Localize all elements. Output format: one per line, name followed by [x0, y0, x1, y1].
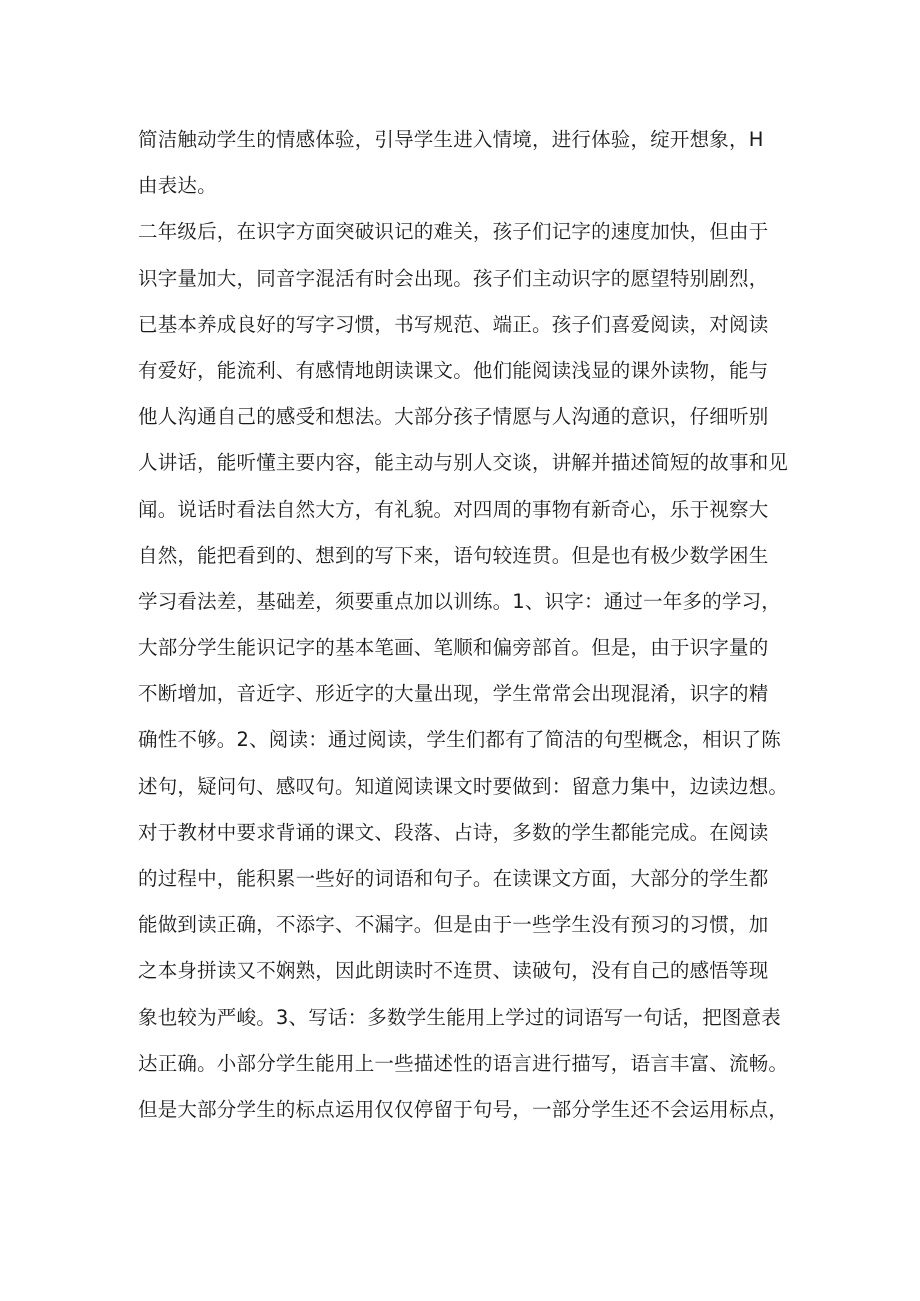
text-line: 人讲话，能听懂主要内容，能主动与别人交谈，讲解并描述简短的故事和见 [138, 451, 789, 475]
text-line: 自然，能把看到的、想到的写下来，语句较连贯。但是也有极少数学困生 [138, 543, 769, 567]
text-line: 有爱好，能流利、有感情地朗读课文。他们能阅读浅显的课外读物，能与 [138, 358, 769, 382]
text-line: 达正确。小部分学生能用上一些描述性的语言进行描写，语言丰富、流畅。 [138, 1051, 789, 1075]
text-line: 二年级后，在识字方面突破识记的难关，孩子们记字的速度加快，但由于 [138, 220, 769, 244]
text-line: 识字量加大，同音字混活有时会出现。孩子们主动识字的愿望特别剧烈， [138, 266, 769, 290]
text-line: 确性不够。2、阅读：通过阅读，学生们都有了简洁的句型概念，相识了陈 [138, 728, 782, 752]
text-line: 不断增加，音近字、形近字的大量出现，学生常常会出现混淆，识字的精 [138, 682, 769, 706]
text-line: 但是大部分学生的标点运用仅仅停留于句号，一部分学生还不会运用标点， [138, 1097, 789, 1121]
text-line: 简洁触动学生的情感体验，引导学生进入情境，进行体验，绽开想象，H [138, 128, 764, 151]
text-line: 的过程中，能积累一些好的词语和句子。在读课文方面，大部分的学生都 [138, 867, 769, 890]
text-line: 象也较为严峻。3、写话：多数学生能用上学过的词语写一句话，把图意表 [138, 1005, 782, 1029]
text-line: 述句，疑问句、感叹句。知道阅读课文时要做到：留意力集中，边读边想。 [138, 774, 789, 798]
text-line: 能做到读正确，不添字、不漏字。但是由于一些学生没有预习的习惯，加 [138, 913, 769, 937]
text-line: 由表达。 [138, 174, 217, 198]
text-line: 对于教材中要求背诵的课文、段落、占诗，多数的学生都能完成。在阅读 [138, 820, 769, 844]
text-line: 之本身拼读又不娴熟，因此朗读时不连贯、读破句，没有自己的感悟等现 [138, 959, 769, 983]
text-line: 闻。说话时看法自然大方，有礼貌。对四周的事物有新奇心，乐于视察大 [138, 497, 769, 521]
text-line: 学习看法差，基础差，须要重点加以训练。1、识字：通过一年多的学习， [138, 589, 782, 613]
body-text [138, 117, 818, 1133]
text-line: 大部分学生能识记字的基本笔画、笔顺和偏旁部首。但是，由于识字量的 [138, 636, 769, 660]
text-line: 已基本养成良好的写字习惯，书写规范、端正。孩子们喜爱阅读，对阅读 [138, 312, 769, 336]
text-line: 他人沟通自己的感受和想法。大部分孩子情愿与人沟通的意识，仔细听别 [138, 405, 769, 429]
